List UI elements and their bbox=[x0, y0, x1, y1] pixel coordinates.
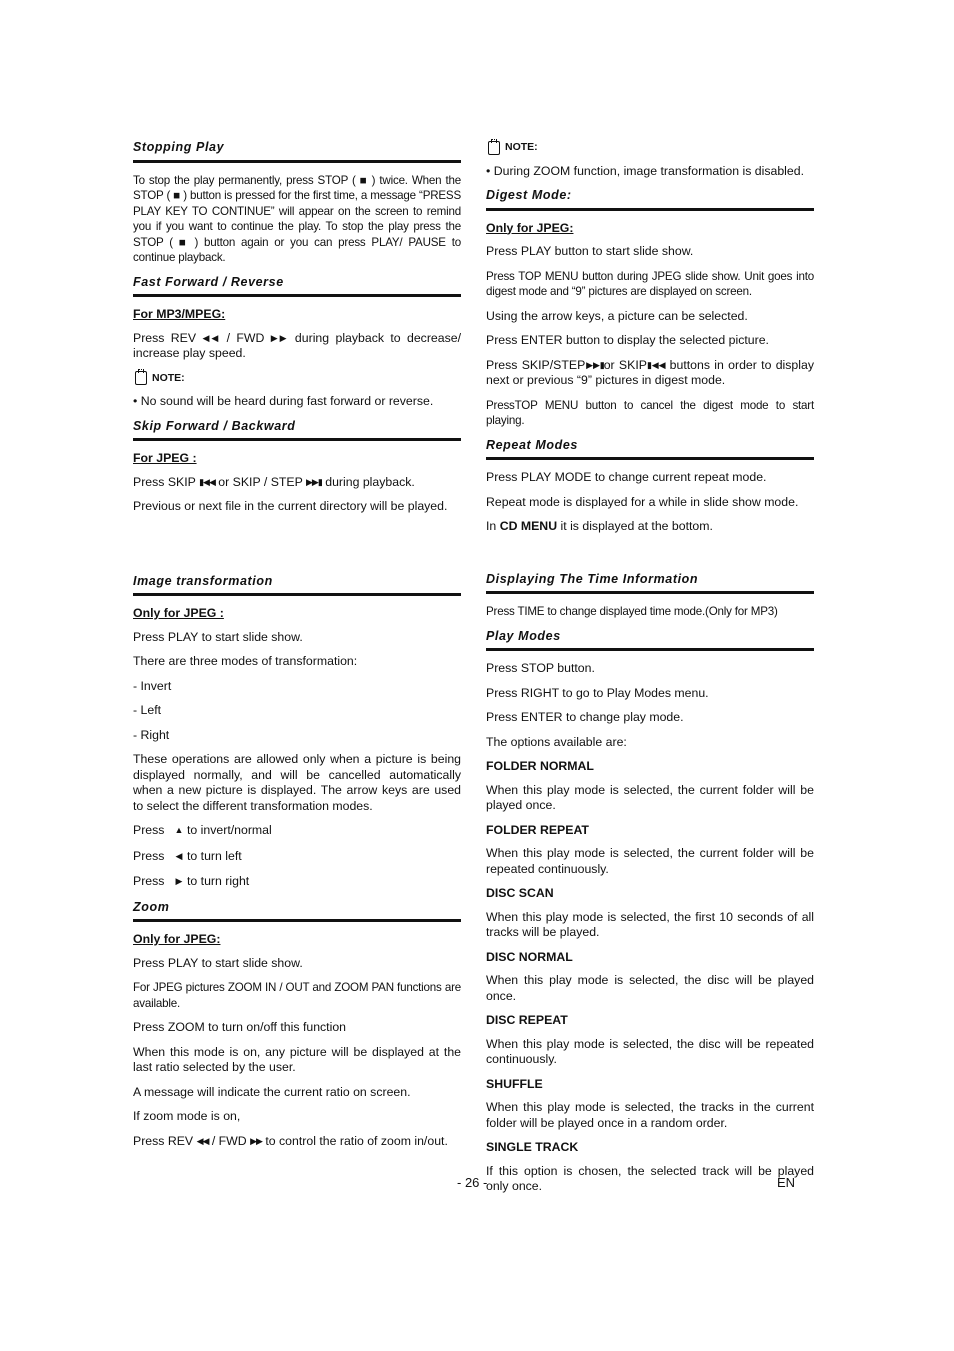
digest-p2: Press TOP MENU button during JPEG slide show. Unit goes into digest mode and “9” pictures are displayed on screen. bbox=[486, 269, 814, 298]
mode-desc: When this play mode is selected, the first 10 seconds of all tracks will be played. bbox=[486, 909, 814, 939]
ffrev-text-a: Press REV bbox=[133, 330, 197, 345]
skip-text-1a: Press SKIP bbox=[133, 474, 196, 489]
play-p2: Press RIGHT to go to Play Modes menu. bbox=[486, 685, 709, 700]
left-column bbox=[133, 140, 461, 1158]
mode-desc: When this play mode is selected, the tracks in the current folder will be played once in a random order. bbox=[486, 1100, 814, 1130]
skip-forward-icon: ▶▶▮ bbox=[306, 476, 322, 487]
digest-p5-b: or SKIP bbox=[603, 357, 647, 372]
digest-p1: Press PLAY button to start slide show. bbox=[486, 244, 694, 258]
page-number: - 26 - bbox=[457, 1175, 488, 1190]
skip-back-icon: ▮◀◀ bbox=[646, 359, 666, 370]
press-left-row bbox=[133, 849, 461, 865]
repeat-p3-c: it is displayed at the bottom. bbox=[560, 519, 713, 533]
digest-p3: Using the arrow keys, a picture can be selected. bbox=[486, 308, 748, 323]
section-title-play-modes: Play Modes bbox=[486, 629, 814, 652]
play-p4: The options available are: bbox=[486, 734, 627, 749]
mode-desc: When this play mode is selected, the current folder will be repeated continuously. bbox=[486, 846, 814, 876]
ffrev-note-text: • No sound will be heard during fast forward or reverse. bbox=[133, 394, 434, 408]
stopping-text: To stop the play permanently, press STOP ( ■ ) twice. When the STOP ( ■ ) button is pressed for the first time, a message “PRESS PLAY KEY TO CONTINUE” will appear on the screen to remind you if you want to continue the play. To stop the play press the STOP ( ■ ) button again or you can press PLAY/ PAUSE to continue playback. bbox=[133, 173, 461, 264]
ffrev-note-header bbox=[135, 371, 461, 387]
time-p1: Press TIME to change displayed time mode.(Only for MP3) bbox=[486, 605, 778, 618]
press-label: Press bbox=[133, 874, 165, 888]
skip-text-1c: during playback. bbox=[325, 474, 415, 489]
image-p1: Press PLAY to start slide show. bbox=[133, 629, 303, 644]
fast-forward-icon: ▶▶ bbox=[250, 1135, 262, 1146]
zoom-subtitle: Only for JPEG: bbox=[133, 932, 221, 946]
press-right-text: to turn right bbox=[187, 874, 250, 888]
press-label: Press bbox=[133, 848, 165, 863]
note-pad-icon bbox=[488, 141, 500, 155]
image-p2: There are three modes of transformation: bbox=[133, 654, 358, 668]
section-title-ffrev: Fast Forward / Reverse bbox=[133, 275, 461, 298]
mode-desc: When this play mode is selected, the disc will be played once. bbox=[486, 973, 814, 1003]
play-p3: Press ENTER to change play mode. bbox=[486, 710, 684, 724]
ffrev-text-b: / FWD bbox=[226, 330, 265, 345]
repeat-p1: Press PLAY MODE to change current repeat mode. bbox=[486, 470, 767, 484]
image-p3: These operations are allowed only when a picture is being displayed normally, and will be cancelled automatically when a new picture is displayed. The arrow keys are used to select the different transformation modes. bbox=[133, 752, 461, 813]
zoom-p5: A message will indicate the current ratio on screen. bbox=[133, 1084, 411, 1099]
repeat-p3-a: In bbox=[486, 519, 497, 533]
mode-desc: If this option is chosen, the selected track will be played only once. bbox=[486, 1163, 814, 1193]
repeat-p2: Repeat mode is displayed for a while in slide show mode. bbox=[486, 494, 799, 509]
zoom-p7-c: to control the ratio of zoom in/out. bbox=[265, 1133, 448, 1148]
section-title-skip: Skip Forward / Backward bbox=[133, 419, 461, 442]
section-title-repeat: Repeat Modes bbox=[486, 438, 814, 461]
rewind-icon: ◀◀ bbox=[196, 1135, 209, 1146]
arrow-left-icon: ◀ bbox=[175, 850, 183, 861]
section-title-digest: Digest Mode: bbox=[486, 188, 814, 211]
section-title-zoom: Zoom bbox=[133, 900, 461, 923]
ffrev-text-c: during playback to decrease/ increase play speed. bbox=[133, 330, 462, 360]
press-up-text: to invert/normal bbox=[187, 823, 272, 837]
play-p1: Press STOP button. bbox=[486, 661, 595, 675]
zoom-p7-a: Press REV bbox=[133, 1133, 194, 1148]
ffrev-note-label: NOTE: bbox=[152, 371, 185, 384]
zoom-p2: For JPEG pictures ZOOM IN / OUT and ZOOM PAN functions are available. bbox=[133, 981, 461, 1010]
digest-p4: Press ENTER button to display the selected picture. bbox=[486, 333, 769, 347]
digest-p5 bbox=[486, 358, 814, 389]
skip-back-icon: ▮◀◀ bbox=[199, 476, 215, 487]
section-title-image: Image transformation bbox=[133, 574, 461, 597]
skip-text-1b: or SKIP / STEP bbox=[218, 474, 303, 489]
mode-name: FOLDER NORMAL bbox=[486, 759, 594, 773]
zoom-p6: If zoom mode is on, bbox=[133, 1109, 241, 1123]
zoom-note-header bbox=[488, 140, 814, 156]
skip-text-2: Previous or next file in the current directory will be played. bbox=[133, 499, 448, 513]
skip-subtitle: For JPEG : bbox=[133, 451, 197, 465]
press-up-row bbox=[133, 823, 461, 839]
mode-name: FOLDER REPEAT bbox=[486, 822, 589, 837]
image-subtitle: Only for JPEG : bbox=[133, 606, 224, 620]
zoom-p7 bbox=[133, 1134, 461, 1150]
image-mode-invert: - Invert bbox=[133, 678, 172, 693]
section-title-time: Displaying The Time Information bbox=[486, 572, 814, 595]
press-left-text: to turn left bbox=[187, 848, 242, 863]
mode-desc: When this play mode is selected, the disc will be repeated continuously. bbox=[486, 1036, 814, 1066]
zoom-note-text: • During ZOOM function, image transformation is disabled. bbox=[486, 163, 805, 178]
zoom-p4: When this mode is on, any picture will be displayed at the last ratio selected by the user. bbox=[133, 1044, 461, 1074]
arrow-up-icon: ▲ bbox=[174, 825, 184, 835]
skip-forward-icon: ▶▶▮ bbox=[585, 359, 604, 370]
press-right-row bbox=[133, 874, 461, 890]
zoom-p1: Press PLAY to start slide show. bbox=[133, 955, 303, 970]
zoom-p3: Press ZOOM to turn on/off this function bbox=[133, 1020, 347, 1034]
ffrev-text bbox=[133, 331, 461, 362]
digest-subtitle: Only for JPEG: bbox=[486, 220, 574, 235]
digest-p5-a: Press SKIP/STEP bbox=[486, 357, 586, 372]
press-label: Press bbox=[133, 823, 165, 837]
note-pad-icon bbox=[135, 371, 147, 385]
section-title-stopping: Stopping Play bbox=[133, 140, 461, 163]
arrow-right-icon: ▶ bbox=[175, 876, 183, 886]
mode-name: DISC SCAN bbox=[486, 886, 554, 900]
rewind-icon: ◀◀ bbox=[202, 332, 221, 343]
right-column bbox=[486, 140, 814, 1204]
digest-p6: PressTOP MENU button to cancel the digest mode to start playing. bbox=[486, 398, 814, 427]
zoom-note-label: NOTE: bbox=[505, 141, 538, 153]
mode-name: SHUFFLE bbox=[486, 1076, 543, 1091]
fast-forward-icon: ▶▶ bbox=[270, 332, 289, 343]
image-mode-left: - Left bbox=[133, 703, 162, 717]
zoom-p7-b: / FWD bbox=[211, 1133, 247, 1148]
ffrev-subtitle: For MP3/MPEG: bbox=[133, 307, 226, 321]
mode-name: DISC REPEAT bbox=[486, 1013, 568, 1027]
skip-text-1 bbox=[133, 475, 461, 491]
repeat-p3-b: CD MENU bbox=[499, 519, 558, 533]
repeat-p3 bbox=[486, 519, 814, 535]
mode-desc: When this play mode is selected, the current folder will be played once. bbox=[486, 782, 814, 812]
digest-p5-c: buttons in order to display next or previous “9” pictures in digest mode. bbox=[486, 357, 814, 387]
mode-name: SINGLE TRACK bbox=[486, 1140, 579, 1154]
language-code: EN bbox=[777, 1175, 796, 1190]
image-mode-right: - Right bbox=[133, 727, 170, 742]
mode-name: DISC NORMAL bbox=[486, 949, 573, 964]
